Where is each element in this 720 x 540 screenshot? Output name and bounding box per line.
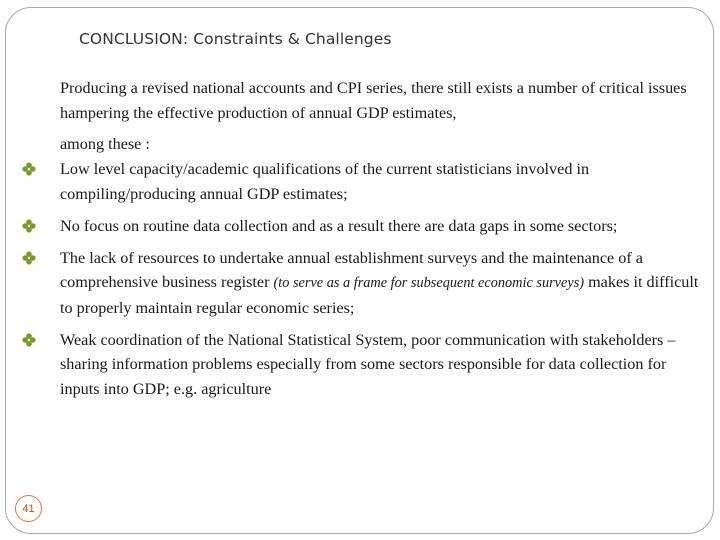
bullet-item <box>60 328 700 402</box>
bullet-item <box>60 157 700 206</box>
bullet-text: Weak coordination of the National Statistical System, poor communication with stakeholders – sharing information problems especially from some sectors responsible for data collection for inputs into GDP; e.g. agriculture <box>60 330 676 398</box>
page-number-badge: 41 <box>15 495 42 522</box>
bullet-item <box>60 214 700 239</box>
bullet-text-start: The lack of resources to undertake annual establishment surveys and the maintenance of a comprehensive business register <box>60 248 643 291</box>
intro-lead-in: among these : <box>60 135 150 153</box>
diamond-bullet-icon <box>22 162 36 176</box>
bullet-text: No focus on routine data collection and as a result there are data gaps in some sectors; <box>60 216 618 235</box>
diamond-bullet-icon <box>22 333 36 347</box>
diamond-bullet-icon <box>22 251 36 265</box>
bullet-item <box>60 246 700 321</box>
bullet-text: Low level capacity/academic qualifications of the current statisticians involved in compiling/producing annual GDP estimates; <box>60 160 590 203</box>
bullet-list <box>60 157 700 401</box>
bullet-note: (to serve as a frame for subsequent economic surveys) <box>273 275 585 291</box>
diamond-bullet-icon <box>22 219 36 233</box>
slide-title: CONCLUSION: Constraints & Challenges <box>79 30 392 48</box>
intro-text: Producing a revised national accounts and CPI series, there still exists a number of critical issues hampering the effective production of annual GDP estimates, <box>60 79 687 122</box>
intro-paragraph <box>60 76 700 157</box>
bullet-text-end: makes it difficult to properly maintain regular economic series; <box>60 273 699 317</box>
